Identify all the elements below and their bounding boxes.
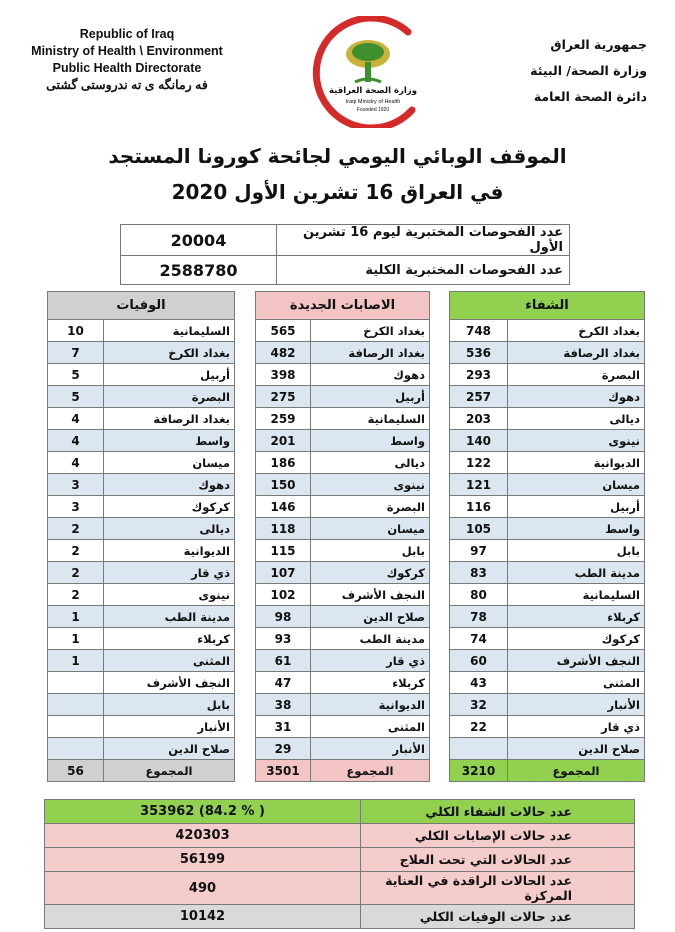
header-en-line: Ministry of Health \ Environment: [31, 44, 223, 58]
new-cases-governorate: كربلاء: [311, 672, 430, 694]
new-cases-governorate: البصرة: [311, 496, 430, 518]
recovered-governorate: كركوك: [508, 628, 645, 650]
new-cases-governorate: ديالى: [311, 452, 430, 474]
tests-total-value: 2588780: [121, 256, 277, 285]
deaths-row: [48, 672, 235, 694]
recovered-row: [450, 364, 645, 386]
new-cases-row: [256, 606, 430, 628]
new-cases-row: [256, 738, 430, 760]
new-cases-governorate: بغداد الكرخ: [311, 320, 430, 342]
recovered-governorate: صلاح الدين: [508, 738, 645, 760]
new-cases-value: 118: [256, 518, 311, 540]
tests-daily-row: [121, 225, 570, 256]
recovered-row: [450, 716, 645, 738]
deaths-value: 3: [48, 474, 104, 496]
recovered-governorate: المثنى: [508, 672, 645, 694]
new-cases-row: [256, 628, 430, 650]
new-cases-row: [256, 672, 430, 694]
new-cases-governorate: مدينة الطب: [311, 628, 430, 650]
deaths-governorate: واسط: [104, 430, 235, 452]
new-cases-row: [256, 650, 430, 672]
deaths-governorate: البصرة: [104, 386, 235, 408]
report-subtitle: في العراق 16 تشرين الأول 2020: [171, 180, 504, 204]
new-cases-value: 47: [256, 672, 311, 694]
new-cases-value: 201: [256, 430, 311, 452]
deaths-row: [48, 342, 235, 364]
new-cases-governorate: واسط: [311, 430, 430, 452]
recovered-governorate: بغداد الكرخ: [508, 320, 645, 342]
recovered-row: [450, 474, 645, 496]
deaths-governorate: بابل: [104, 694, 235, 716]
recovered-row: [450, 628, 645, 650]
new-cases-row: [256, 716, 430, 738]
new-cases-value: 38: [256, 694, 311, 716]
new-cases-row: [256, 342, 430, 364]
recovered-value: 536: [450, 342, 508, 364]
new-cases-value: 146: [256, 496, 311, 518]
recovered-governorate: البصرة: [508, 364, 645, 386]
new-cases-value: 275: [256, 386, 311, 408]
deaths-value: 1: [48, 628, 104, 650]
deaths-governorate: كركوك: [104, 496, 235, 518]
recovered-governorate: ذي قار: [508, 716, 645, 738]
deaths-governorate: ميسان: [104, 452, 235, 474]
recovered-governorate: الأنبار: [508, 694, 645, 716]
deaths-row: [48, 650, 235, 672]
new-cases-value: 102: [256, 584, 311, 606]
recovered-row: [450, 518, 645, 540]
recovered-governorate: الديوانية: [508, 452, 645, 474]
new-cases-table: [255, 291, 430, 782]
deaths-governorate: السليمانية: [104, 320, 235, 342]
recovered-governorate: نينوى: [508, 430, 645, 452]
recovered-governorate: أربيل: [508, 496, 645, 518]
recovered-value: 80: [450, 584, 508, 606]
recovered-governorate: مدينة الطب: [508, 562, 645, 584]
deaths-value: 1: [48, 606, 104, 628]
summary-label: عدد الحالات الراقدة في العناية المركزة: [361, 872, 635, 905]
new-cases-governorate: دهوك: [311, 364, 430, 386]
recovered-value: 140: [450, 430, 508, 452]
deaths-governorate: مدينة الطب: [104, 606, 235, 628]
recovered-header-row: [450, 292, 645, 320]
deaths-governorate: بغداد الرصافة: [104, 408, 235, 430]
deaths-total-value: 56: [48, 760, 104, 782]
recovered-value: 293: [450, 364, 508, 386]
summary-row: [45, 905, 635, 929]
recovered-value: 78: [450, 606, 508, 628]
deaths-value: 4: [48, 430, 104, 452]
summary-value: 56199: [45, 848, 361, 872]
recovered-governorate: ديالى: [508, 408, 645, 430]
new-cases-row: [256, 694, 430, 716]
deaths-governorate: صلاح الدين: [104, 738, 235, 760]
recovered-row: [450, 562, 645, 584]
deaths-value: 5: [48, 364, 104, 386]
deaths-row: [48, 474, 235, 496]
new-cases-row: [256, 386, 430, 408]
summary-row: [45, 872, 635, 905]
deaths-value: [48, 694, 104, 716]
recovered-governorate: دهوك: [508, 386, 645, 408]
recovered-row: [450, 320, 645, 342]
new-cases-governorate: كركوك: [311, 562, 430, 584]
new-cases-governorate: بابل: [311, 540, 430, 562]
recovered-header: الشفاء: [450, 292, 645, 320]
new-cases-value: 398: [256, 364, 311, 386]
new-cases-row: [256, 496, 430, 518]
recovered-row: [450, 694, 645, 716]
new-cases-governorate: أربيل: [311, 386, 430, 408]
deaths-value: 2: [48, 584, 104, 606]
new-cases-row: [256, 452, 430, 474]
new-cases-value: 61: [256, 650, 311, 672]
new-cases-governorate: الديوانية: [311, 694, 430, 716]
summary-value: 490: [45, 872, 361, 905]
new-cases-value: 482: [256, 342, 311, 364]
recovered-value: 121: [450, 474, 508, 496]
recovered-value: 60: [450, 650, 508, 672]
summary-row: [45, 824, 635, 848]
deaths-row: [48, 716, 235, 738]
deaths-governorate: كربلاء: [104, 628, 235, 650]
new-cases-governorate: بغداد الرصافة: [311, 342, 430, 364]
deaths-value: [48, 716, 104, 738]
ministry-logo: [300, 16, 450, 128]
recovered-governorate: ميسان: [508, 474, 645, 496]
header-ar-line: جمهورية العراق: [550, 37, 647, 52]
summary-label: عدد حالات الوفيات الكلي: [361, 905, 635, 929]
deaths-row: [48, 606, 235, 628]
recovered-value: [450, 738, 508, 760]
new-cases-row: [256, 430, 430, 452]
new-cases-header-row: [256, 292, 430, 320]
recovered-row: [450, 650, 645, 672]
deaths-governorate: المثنى: [104, 650, 235, 672]
recovered-governorate: بابل: [508, 540, 645, 562]
new-cases-governorate: نينوى: [311, 474, 430, 496]
new-cases-value: 565: [256, 320, 311, 342]
deaths-value: 1: [48, 650, 104, 672]
header-ar-line: وزارة الصحة/ البيئة: [530, 63, 647, 78]
tests-total-row: [121, 256, 570, 285]
deaths-row: [48, 540, 235, 562]
deaths-governorate: النجف الأشرف: [104, 672, 235, 694]
deaths-row: [48, 584, 235, 606]
tests-total-label: عدد الفحوصات المختبرية الكلية: [277, 256, 570, 285]
deaths-value: 5: [48, 386, 104, 408]
new-cases-value: 98: [256, 606, 311, 628]
report-title: الموقف الوبائي اليومي لجائحة كورونا المستجد: [108, 144, 567, 168]
deaths-total-row: [48, 760, 235, 782]
summary-row: [45, 800, 635, 824]
recovered-total-row: [450, 760, 645, 782]
deaths-value: [48, 672, 104, 694]
recovered-value: 74: [450, 628, 508, 650]
deaths-governorate: بغداد الكرخ: [104, 342, 235, 364]
deaths-row: [48, 408, 235, 430]
recovered-value: 97: [450, 540, 508, 562]
recovered-value: 22: [450, 716, 508, 738]
header-ar-line: دائرة الصحة العامة: [533, 89, 647, 104]
recovered-value: 203: [450, 408, 508, 430]
recovered-value: 122: [450, 452, 508, 474]
deaths-governorate: ديالى: [104, 518, 235, 540]
new-cases-governorate: النجف الأشرف: [311, 584, 430, 606]
recovered-row: [450, 430, 645, 452]
deaths-value: 2: [48, 562, 104, 584]
deaths-row: [48, 518, 235, 540]
deaths-value: 4: [48, 452, 104, 474]
recovered-governorate: النجف الأشرف: [508, 650, 645, 672]
deaths-row: [48, 694, 235, 716]
recovered-total-value: 3210: [450, 760, 508, 782]
summary-value: 420303: [45, 824, 361, 848]
new-cases-governorate: ميسان: [311, 518, 430, 540]
logo-arabic-text: وزارة الصحة العراقية: [329, 86, 417, 96]
recovered-row: [450, 408, 645, 430]
deaths-governorate: دهوك: [104, 474, 235, 496]
logo-english-text: Iraqi Ministry of Health: [345, 99, 401, 105]
new-cases-header: الاصابات الجديدة: [256, 292, 430, 320]
recovered-value: 105: [450, 518, 508, 540]
recovered-row: [450, 672, 645, 694]
tests-daily-label: عدد الفحوصات المختبرية ليوم 16 تشرين الأول: [277, 225, 570, 256]
deaths-row: [48, 738, 235, 760]
new-cases-row: [256, 474, 430, 496]
new-cases-value: 115: [256, 540, 311, 562]
deaths-header: الوفيات: [48, 292, 235, 320]
summary-table: [44, 799, 635, 929]
deaths-value: 3: [48, 496, 104, 518]
summary-label: عدد حالات الإصابات الكلي: [361, 824, 635, 848]
recovered-value: 257: [450, 386, 508, 408]
new-cases-governorate: المثنى: [311, 716, 430, 738]
new-cases-value: 107: [256, 562, 311, 584]
new-cases-row: [256, 540, 430, 562]
recovered-total-label: المجموع: [508, 760, 645, 782]
summary-value: 10142: [45, 905, 361, 929]
deaths-value: 2: [48, 518, 104, 540]
new-cases-row: [256, 320, 430, 342]
deaths-row: [48, 452, 235, 474]
header-en-line: Republic of Iraq: [79, 27, 175, 41]
english-header: [12, 26, 242, 94]
recovered-row: [450, 738, 645, 760]
new-cases-row: [256, 518, 430, 540]
deaths-value: 4: [48, 408, 104, 430]
deaths-value: 7: [48, 342, 104, 364]
recovered-row: [450, 540, 645, 562]
header-en-line: Public Health Directorate: [52, 61, 202, 75]
deaths-value: 10: [48, 320, 104, 342]
recovered-governorate: بغداد الرصافة: [508, 342, 645, 364]
deaths-row: [48, 320, 235, 342]
recovered-governorate: السليمانية: [508, 584, 645, 606]
new-cases-row: [256, 364, 430, 386]
tests-daily-value: 20004: [121, 225, 277, 256]
arabic-header: [477, 32, 647, 110]
recovered-value: 116: [450, 496, 508, 518]
recovered-row: [450, 584, 645, 606]
deaths-row: [48, 562, 235, 584]
recovered-value: 748: [450, 320, 508, 342]
new-cases-governorate: ذي قار: [311, 650, 430, 672]
deaths-row: [48, 496, 235, 518]
recovered-row: [450, 606, 645, 628]
deaths-governorate: ذي قار: [104, 562, 235, 584]
recovered-value: 32: [450, 694, 508, 716]
new-cases-governorate: السليمانية: [311, 408, 430, 430]
new-cases-total-row: [256, 760, 430, 782]
deaths-value: [48, 738, 104, 760]
deaths-table: [47, 291, 235, 782]
summary-value: 353962 (84.2 % ): [45, 800, 361, 824]
deaths-row: [48, 430, 235, 452]
deaths-header-row: [48, 292, 235, 320]
summary-label: عدد حالات الشفاء الكلي: [361, 800, 635, 824]
summary-row: [45, 848, 635, 872]
new-cases-row: [256, 584, 430, 606]
recovered-row: [450, 452, 645, 474]
new-cases-value: 31: [256, 716, 311, 738]
deaths-row: [48, 364, 235, 386]
new-cases-governorate: الأنبار: [311, 738, 430, 760]
recovered-row: [450, 342, 645, 364]
new-cases-row: [256, 408, 430, 430]
new-cases-value: 29: [256, 738, 311, 760]
deaths-governorate: نينوى: [104, 584, 235, 606]
recovered-governorate: واسط: [508, 518, 645, 540]
recovered-table: [449, 291, 645, 782]
deaths-governorate: الديوانية: [104, 540, 235, 562]
deaths-value: 2: [48, 540, 104, 562]
deaths-governorate: الأنبار: [104, 716, 235, 738]
deaths-row: [48, 386, 235, 408]
new-cases-value: 150: [256, 474, 311, 496]
summary-label: عدد الحالات التي تحت العلاج: [361, 848, 635, 872]
new-cases-row: [256, 562, 430, 584]
recovered-row: [450, 386, 645, 408]
recovered-governorate: كربلاء: [508, 606, 645, 628]
recovered-value: 83: [450, 562, 508, 584]
new-cases-total-value: 3501: [256, 760, 311, 782]
new-cases-value: 186: [256, 452, 311, 474]
recovered-row: [450, 496, 645, 518]
deaths-total-label: المجموع: [104, 760, 235, 782]
new-cases-governorate: صلاح الدين: [311, 606, 430, 628]
new-cases-total-label: المجموع: [311, 760, 430, 782]
new-cases-value: 259: [256, 408, 311, 430]
header-kurdish-line: فه رمانگه ى ته ندروستى گشتى: [46, 78, 208, 92]
deaths-row: [48, 628, 235, 650]
recovered-value: 43: [450, 672, 508, 694]
logo-year-text: Founded 1920: [356, 107, 390, 113]
new-cases-value: 93: [256, 628, 311, 650]
deaths-governorate: أربيل: [104, 364, 235, 386]
tests-table: [120, 224, 570, 285]
